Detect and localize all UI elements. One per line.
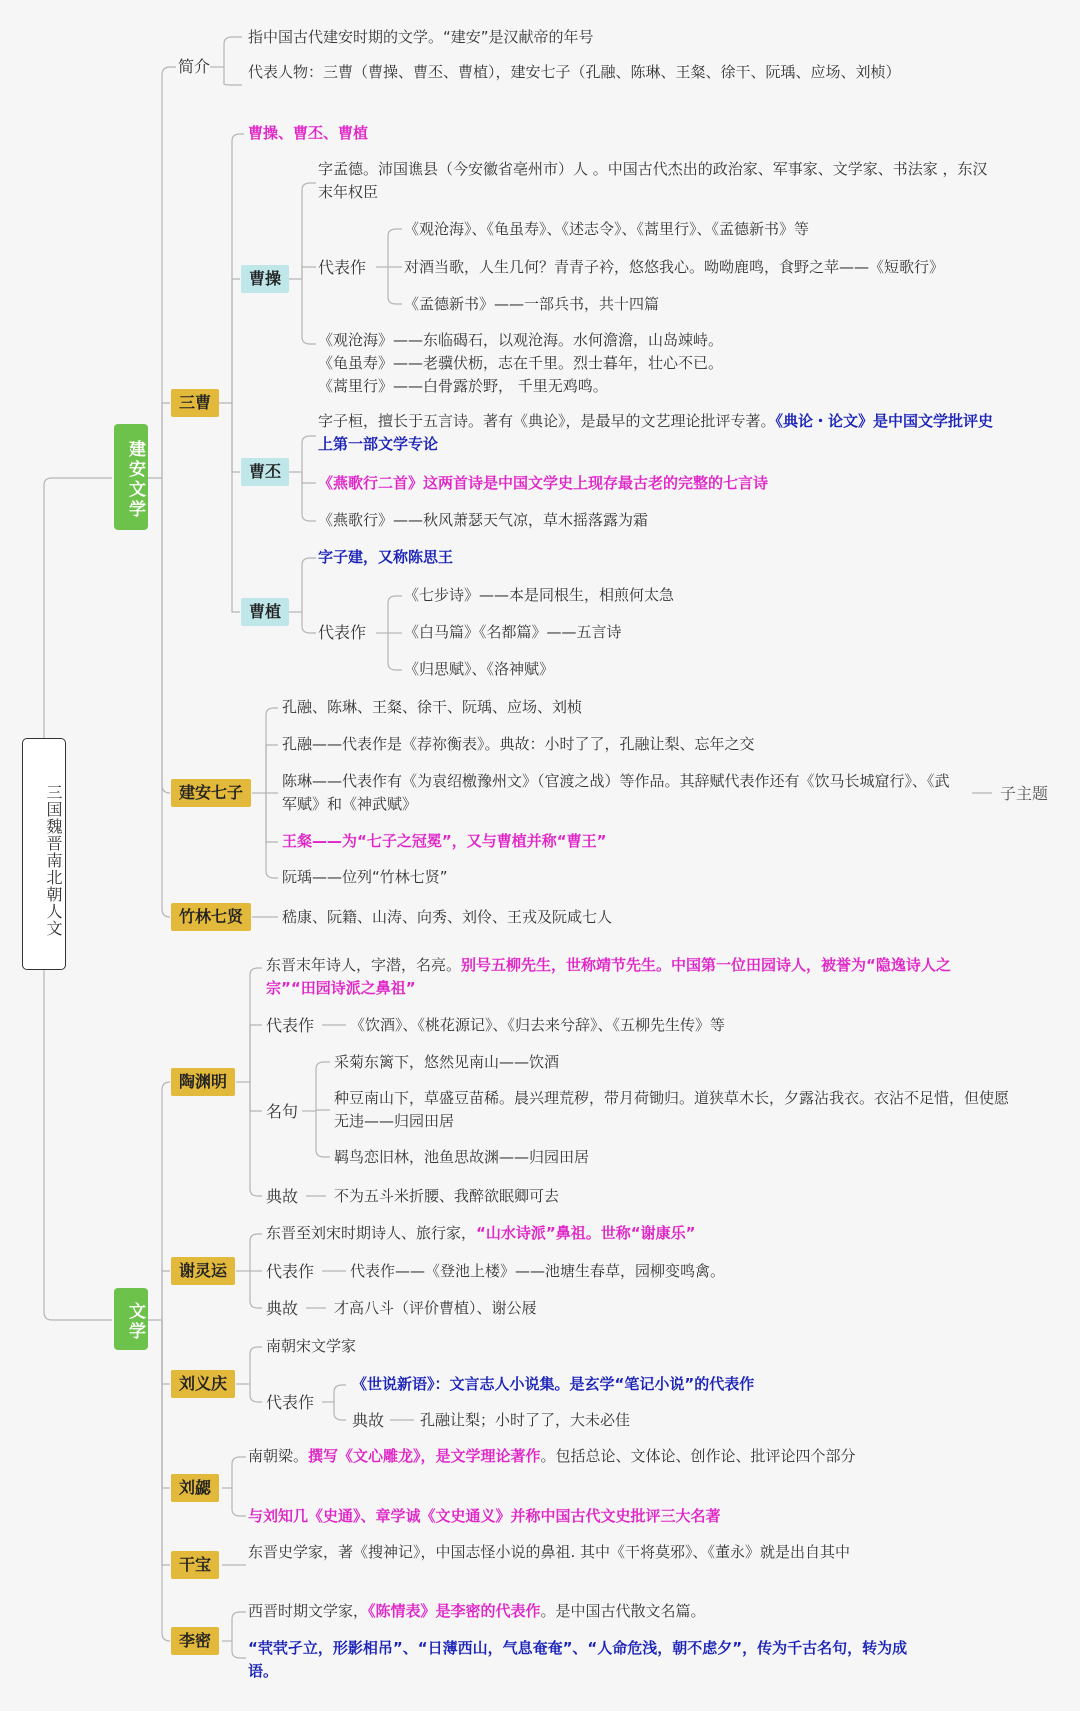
intro-item-1: 指中国古代建安时期的文学。“建安”是汉献帝的年号: [248, 28, 594, 46]
liuyiqing-story-label[interactable]: 典故: [352, 1411, 385, 1430]
gan-text: 东晋史学家，著《搜神记》，中国志怪小说的鼻祖. 其中《干将莫邪》、《董永》就是出自其中: [248, 1543, 851, 1561]
node-caopi[interactable]: 曹丕: [241, 458, 289, 486]
tao-bio-plain: 东晋末年诗人，字潜，名亮。: [266, 956, 462, 974]
node-liu-yiqing[interactable]: 刘义庆: [171, 1370, 235, 1398]
liuxie-text-plain-2: 。包括总论、文体论、创作论、批评论四个部分: [540, 1447, 856, 1465]
caocao-works-label[interactable]: 代表作: [318, 258, 367, 277]
seven-item-2: 孔融——代表作是《荐祢衡表》。典故：小时了了，孔融让梨、忘年之交: [282, 735, 755, 753]
node-xie-lingyun[interactable]: 谢灵运: [171, 1257, 235, 1285]
liuxie-note: 与刘知几《史通》、章学诚《文史通义》并称中国古代文史批评三大名著: [248, 1507, 721, 1525]
caozhi-work-3: 《归思赋》、《洛神赋》: [404, 660, 555, 678]
bamboo-text: 嵇康、阮籍、山涛、向秀、刘伶、王戎及阮咸七人: [282, 908, 613, 926]
caozhi-works-label[interactable]: 代表作: [318, 623, 367, 642]
caocao-work-3: 《孟德新书》——一部兵书，共十四篇: [404, 295, 660, 313]
tao-quote-1: 采菊东篱下，悠然见南山——饮酒: [334, 1053, 560, 1071]
node-intro[interactable]: 简介: [178, 57, 211, 76]
limi-note: “茕茕孑立，形影相吊”、“日薄西山，气息奄奄”、“人命危浅，朝不虑夕”，传为千古名句，转为成语。: [248, 1639, 908, 1680]
caocao-work-1: 《观沧海》、《龟虽寿》、《述志令》、《蒿里行》、《孟德新书》等: [404, 220, 810, 238]
limi-text-plain-2: 。是中国古代散文名篇。: [540, 1602, 706, 1620]
subtopic-node[interactable]: 子主题: [1000, 784, 1049, 803]
xie-story: 才高八斗（评价曹植）、谢公屐: [334, 1299, 537, 1317]
node-caozhi[interactable]: 曹植: [241, 598, 289, 626]
caocao-quote-2: 《龟虽寿》——老骥伏枥，志在千里。烈士暮年，壮心不已。: [318, 354, 724, 372]
tao-works: 《饮酒》、《桃花源记》、《归去来兮辞》、《五柳先生传》等: [350, 1016, 726, 1034]
caopi-bio: [318, 410, 998, 456]
caopi-bio-plain: 字子桓，擅长于五言诗。著有《典论》，是最早的文艺理论批评专著。: [318, 412, 776, 430]
liuxie-text: [248, 1445, 928, 1468]
node-caocao[interactable]: 曹操: [241, 265, 289, 293]
caozhi-work-1: 《七步诗》——本是同根生，相煎何太急: [404, 586, 675, 604]
node-jianan-literature[interactable]: 建安文学: [114, 424, 148, 530]
caocao-bio: 字孟德。沛国谯县（今安徽省亳州市）人 。中国古代杰出的政治家、军事家、文学家、书法家 ，东汉末年权臣: [318, 160, 988, 201]
tao-quote-2: 种豆南山下，草盛豆苗稀。晨兴理荒秽，带月荷锄归。道狭草木长，夕露沾我衣。衣沾不足惜，但使愿无违——归园田居: [334, 1089, 1010, 1130]
caozhi-work-2: 《白马篇》《名都篇》——五言诗: [404, 623, 622, 641]
seven-item-5: 阮瑀——位列“竹林七贤”: [282, 868, 448, 886]
limi-text: [248, 1600, 706, 1623]
tao-story-label[interactable]: 典故: [266, 1187, 299, 1206]
node-sancao[interactable]: 三曹: [171, 389, 219, 417]
liuyiqing-work: 《世说新语》：文言志人小说集。是玄学“笔记小说”的代表作: [352, 1375, 755, 1393]
xie-bio-pink: “山水诗派”鼻祖。世称“谢康乐”: [476, 1224, 696, 1242]
tao-works-label[interactable]: 代表作: [266, 1016, 315, 1035]
xie-works: 代表作——《登池上楼》——池塘生春草，园柳变鸣禽。: [350, 1262, 726, 1280]
liuyiqing-works-label[interactable]: 代表作: [266, 1393, 315, 1412]
tao-bio-pink: 别号五柳先生，世称靖节先生。中国第一位田园诗人，被誉为“隐逸诗人之宗”“田园诗派之鼻祖”: [266, 956, 951, 997]
caopi-bio-blue: 《典论・论文》是中国文学批评史上第一部文学专论: [318, 412, 994, 453]
seven-item-4: 王粲——为“七子之冠冕”，又与曹植并称“曹王”: [282, 832, 607, 850]
seven-item-3: 陈琳——代表作有《为袁绍檄豫州文》（官渡之战）等作品。其辞赋代表作还有《饮马长城窟行》、《武军赋》和《神武赋》: [282, 772, 950, 813]
caopi-quote: 《燕歌行》——秋风萧瑟天气凉，草木摇落露为霜: [318, 511, 649, 529]
sancao-headline: 曹操、曹丕、曹植: [248, 124, 369, 142]
caocao-quote-3: 《蒿里行》——白骨露於野， 千里无鸡鸣。: [318, 377, 608, 395]
caozhi-intro: 字子建，又称陈思王: [318, 548, 454, 566]
node-seven-masters[interactable]: 建安七子: [171, 779, 251, 807]
limi-text-pink: 《陈情表》是李密的代表作: [368, 1602, 541, 1620]
node-gan-bao[interactable]: 干宝: [171, 1551, 219, 1579]
caocao-work-2: 对酒当歌，人生几何？青青子衿，悠悠我心。呦呦鹿鸣，食野之苹——《短歌行》: [404, 258, 945, 276]
liuxie-text-plain-1: 南朝梁。: [248, 1447, 309, 1465]
node-bamboo-sages[interactable]: 竹林七贤: [171, 903, 251, 931]
root-node[interactable]: 三国魏晋南北朝人文: [22, 738, 66, 970]
seven-item-1: 孔融、陈琳、王粲、徐干、阮瑀、应场、刘桢: [282, 698, 583, 716]
liuxie-text-pink: 撰写《文心雕龙》，是文学理论著作: [308, 1447, 541, 1465]
liuyiqing-story: 孔融让梨；小时了了，大未必佳: [420, 1411, 631, 1429]
node-liu-xie[interactable]: 刘勰: [171, 1474, 219, 1502]
tao-quotes-label[interactable]: 名句: [266, 1102, 299, 1121]
tao-story: 不为五斗米折腰、我醉欲眠卿可去: [334, 1187, 560, 1205]
node-tao-yuanming[interactable]: 陶渊明: [171, 1068, 235, 1096]
limi-text-plain-1: 西晋时期文学家，: [248, 1602, 369, 1620]
node-literature[interactable]: 文学: [114, 1288, 148, 1350]
tao-quote-3: 羁鸟恋旧林，池鱼思故渊——归园田居: [334, 1148, 590, 1166]
caopi-note: 《燕歌行二首》这两首诗是中国文学史上现存最古老的完整的七言诗: [318, 474, 769, 492]
xie-bio-plain: 东晋至刘宋时期诗人、旅行家，: [266, 1224, 477, 1242]
liuyiqing-bio: 南朝宋文学家: [266, 1337, 357, 1355]
node-li-mi[interactable]: 李密: [171, 1627, 219, 1655]
xie-bio: [266, 1222, 695, 1245]
caocao-quote-1: 《观沧海》——东临碣石，以观沧海。水何澹澹，山岛竦峙。: [318, 331, 724, 349]
xie-story-label[interactable]: 典故: [266, 1299, 299, 1318]
xie-works-label[interactable]: 代表作: [266, 1262, 315, 1281]
intro-item-2: 代表人物：三曹（曹操、曹丕、曹植），建安七子（孔融、陈琳、王粲、徐干、阮瑀、应场、刘桢）: [248, 63, 901, 81]
tao-bio: [266, 954, 966, 1000]
